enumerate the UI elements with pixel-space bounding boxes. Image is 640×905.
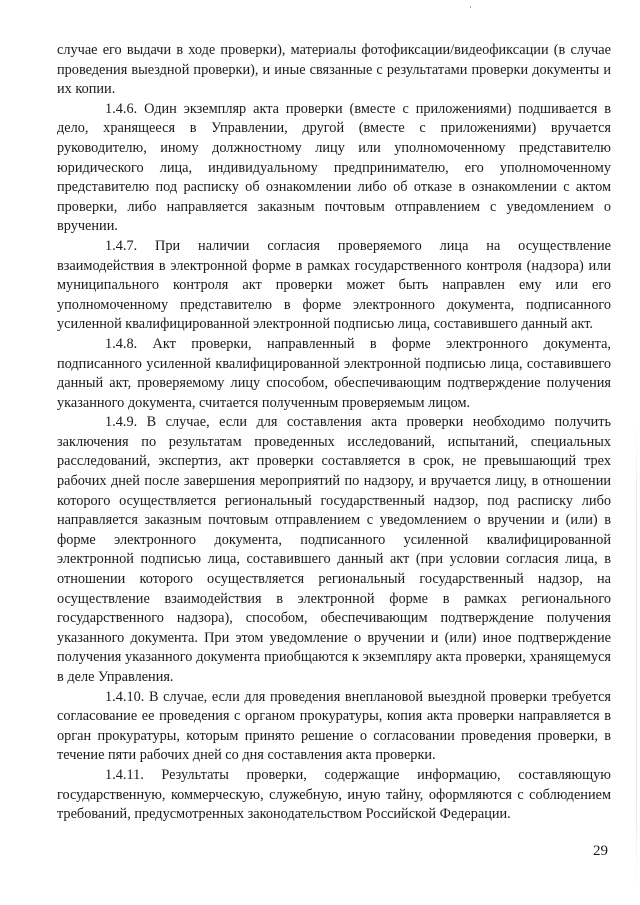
page-number: 29 xyxy=(593,843,608,859)
paragraph-1-4-10: 1.4.10. В случае, если для проведения внеплановой выездной проверки требуется согласование ее проведения с органом прокуратуры, копия акта проверки направляется в орган прокуратуры, которым принято решение о согласовании проведения проверки, в течение пяти рабочих дней со дня составления акта проверки. xyxy=(57,688,611,764)
scan-edge-mark xyxy=(636,420,637,890)
paragraph-1-4-9: 1.4.9. В случае, если для составления акта проверки необходимо получить заключения по результатам проведенных исследований, испытаний, специальных расследований, экспертиз, акт проверки составляется в срок, не превышающий трех рабочих дней после завершения мероприятий по надзору, и вручается лицу, в отношении которого осуществляется региональный государственный надзор, под расписку либо направляется заказным почтовым отправлением с уведомлением о вручении и (или) в форме электронного документа, подписанного усиленной квалифицированной электронной подписью лица, составившего данный акт (при условии согласия лица, в отношении которого осуществляется региональный государственный надзор, на осуществление взаимодействия в электронной форме в рамках регионального государственного надзора), способом, обеспечивающим подтверждение получения указанного документа. При этом уведомление о вручении и (или) иное подтверждение получения указанного документа приобщаются к экземпляру акта проверки, хранящемуся в деле Управления. xyxy=(57,414,611,685)
paragraph-1-4-6: 1.4.6. Один экземпляр акта проверки (вместе с приложениями) подшивается в дело, хранящееся в Управлении, другой (вместе с приложениями) вручается руководителю, иному должностному лицу или уполномоченному представителю юридического лица, индивидуальному предпринимателю, его уполномоченному представителю под расписку об ознакомлении либо об отказе в ознакомлении с актом проверки, либо направляется заказным почтовым отправлением с уведомлением о вручении. xyxy=(57,100,611,235)
scan-speck xyxy=(470,6,471,8)
paragraph-1-4-11: 1.4.11. Результаты проверки, содержащие информацию, составляющую государственную, коммерческую, служебную, иную тайну, оформляются с соблюдением требований, предусмотренных законодательством Российской Федерации. xyxy=(57,766,611,823)
paragraph-1-4-7: 1.4.7. При наличии согласия проверяемого лица на осуществление взаимодействия в электронной форме в рамках государственного контроля (надзора) или муниципального контроля акт проверки может быть направлен ему или его уполномоченному представителю в форме электронного документа, подписанного усиленной квалифицированной электронной подписью лица, составившего данный акт. xyxy=(57,237,611,333)
paragraph-continuation: случае его выдачи в ходе проверки), материалы фотофиксации/видеофиксации (в случае проведения выездной проверки), и иные связанные с результатами проверки документы и их копии. xyxy=(57,42,611,98)
paragraph-1-4-8: 1.4.8. Акт проверки, направленный в форме электронного документа, подписанного усиленной квалифицированной электронной подписью лица, составившего данный акт, проверяемому лицу способом, обеспечивающим подтверждение получения указанного документа, считается полученным проверяемым лицом. xyxy=(57,335,611,411)
document-body xyxy=(57,41,611,825)
